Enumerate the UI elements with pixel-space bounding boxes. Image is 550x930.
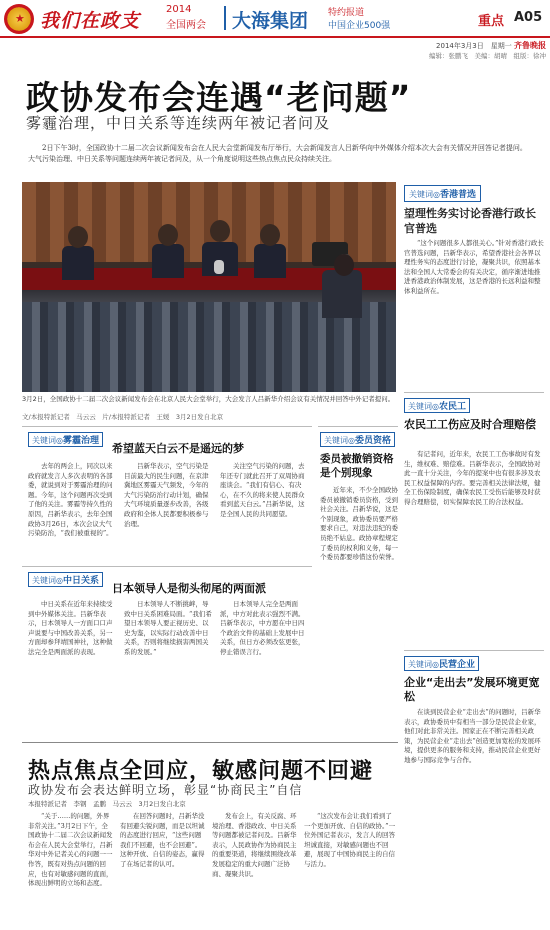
bottom-col4: “这次发布会让我们看到了一个更加开放、自信的政协。”一位外国记者表示，发言人的回答坦诚直接，对敏感问题也不回避，展现了中国协商民主的自信与活力。 xyxy=(304,812,396,868)
issue-date: 2014年3月3日 星期一 xyxy=(436,42,512,50)
group-name: 大海集团 xyxy=(232,10,309,32)
national-emblem-icon: ★ xyxy=(4,4,34,34)
paper-name: 齐鲁晚报 xyxy=(514,41,546,50)
masthead xyxy=(0,0,550,38)
divider xyxy=(224,6,226,30)
main-subhead: 雾霾治理，中日关系等连续两年被记者问及 xyxy=(26,114,331,132)
haze-title: 希望蓝天白云不是遥远的梦 xyxy=(112,442,244,455)
top500-label: 中国企业500强 xyxy=(328,21,391,31)
japan-col3: 日本领导人完全是两面派，中方对此表示强烈不满。吕新华表示，中方愿在中日四个政治文件的基础上发展中日关系，但日方必须改弦更张，停止错误言行。 xyxy=(220,600,305,656)
keyword-tag: 关键词◎香港普选 xyxy=(404,185,481,202)
column-name: 我们在政支 xyxy=(40,10,141,32)
main-headline: 政协发布会连遇“老问题” xyxy=(26,78,412,117)
editor-credits: 编辑：张鹏飞 美编：胡晴 组版：徐冲 xyxy=(429,52,546,60)
haze-col2: 吕新华表示，空气污染是目前最大的民生问题，在京津冀地区雾霾天气频发，今年的大气污染防治行动计划，确保大气环境质量逐步改善，各级政府和全体人民都要积极参与治理。 xyxy=(124,462,209,528)
bottom-col1: “关于……的问题，外界非常关注。”3月2日下午，全国政协十二届二次会议新闻发布会在人民大会堂举行，吕新华对中外记者关心的问题一一作答，既有对热点问题的回应，也有对敏感问题的直面，体现出鲜明的立场和态度。 xyxy=(28,812,113,888)
japan-col1: 中日关系在近年来持续受到中外媒体关注。吕新华表示，日本领导人一方面口口声声说要与中国改善关系，另一方面却参拜靖国神社，这种做法完全是两面派的表现。 xyxy=(28,600,113,656)
bottom-col3: 发布会上，有关反腐、环境治理、香港政改、中日关系等问题都被记者问及。吕新华表示，人民政协作为协商民主的重要渠道，将继续围绕改革发展稳定的重大问题广泛协商、凝聚共识。 xyxy=(212,812,297,878)
farmer-body: 有记者问，近年来，农民工工伤事故时有发生，维权难、赔偿难。吕新华表示，全国政协对此一直十分关注，今年的提案中也有很多涉及农民工权益保障的内容。要完善相关法律法规，健全工伤保险制度，确保农民工受伤后能够及时获得合理赔偿，切实保障农民工的合法权益。 xyxy=(404,450,541,506)
member-body: 近年来，不少全国政协委员被撤销委员资格，受到社会关注。吕新华说，这是个别现象，政协委员要严格要求自己，对违法违纪的委员绝不姑息。政协章程规定了委员的权利和义务，每一个委员都要珍惜这份荣誉。 xyxy=(320,486,398,562)
keyword-tag: 关键词◎民营企业 xyxy=(404,656,479,671)
section-label: 重点 xyxy=(478,14,505,29)
sidebar-hk xyxy=(404,182,544,297)
japan-title: 日本领导人是彻头彻尾的两面派 xyxy=(112,582,266,595)
event-year: 2014 xyxy=(166,4,192,15)
page-number: A05 xyxy=(514,10,543,25)
lead-paragraph: 2日下午3时，全国政协十二届二次会议新闻发布会在人民大会堂新闻发布厅举行，大会新闻发言人吕新华向中外媒体介绍本次大会有关情况并回答记者提问。大气污染治理、中日关系等问题连续两年被记者问及，从一个角度说明这些热点焦点民众持续关注。 xyxy=(28,144,527,163)
hk-title: 望理性务实讨论香港行政长官普选 xyxy=(404,207,536,235)
haze-col1: 去年的两会上，同次以来政府就发言人多次表明的各部委，就说到对于雾霾治理的问题。今年，这个问题再次受到了他的关注。雾霾等持久性的原因，吕新华表示，去年全国政协3月26日，本次会议大气污染防治，“我们被重视的”。 xyxy=(28,462,113,538)
bottom-byline: 本报特派记者 李钢 孟鹏 马云云 3月2日发自北京 xyxy=(28,800,186,808)
press-conference-photo xyxy=(22,182,396,392)
bottom-subhead: 政协发布会表达鲜明立场，彰显“协商民主”自信 xyxy=(28,783,303,797)
hk-body: “这个问题很多人都很关心。”针对香港行政长官普选问题，吕新华表示，希望香港社会各界以理性务实的态度进行讨论，凝聚共识，依照基本法和全国人大常委会的有关决定，循序渐进地推进香港政治体制发展，这是香港的长远利益和整体利益所在。 xyxy=(404,239,544,295)
keyword-tag: 关键词◎中日关系 xyxy=(28,572,103,587)
special-report-label: 特约报道 xyxy=(328,8,365,18)
photo-credit: 文/本报特派记者 马云云 片/本报特派记者 王媛 3月2日发自北京 xyxy=(22,413,224,421)
farmer-title: 农民工工伤应及时合理赔偿 xyxy=(404,418,536,431)
event-name: 全国两会 xyxy=(166,20,206,31)
private-body: 在谈到民营企业“走出去”的问题时，吕新华表示，政协委员中有相当一部分是民营企业家，他们对此非常关注。国家正在不断完善相关政策，为民营企业“走出去”创造更加宽松的发展环境，提供更多的服务和支持，推动民营企业更好地参与国际竞争与合作。 xyxy=(404,708,541,764)
member-title: 委员被撤销资格是个别现象 xyxy=(320,453,394,479)
keyword-tag: 关键词◎雾霾治理 xyxy=(28,432,103,447)
keyword-tag: 关键词◎农民工 xyxy=(404,398,470,413)
private-title: 企业“走出去”发展环境更宽松 xyxy=(404,676,540,703)
photo-caption: 3月2日，全国政协十二届二次会议新闻发布会在北京人民大会堂举行，大会发言人吕新华介绍会议有关情况并回答中外记者提问。 xyxy=(22,395,395,403)
japan-col2: 日本领导人不断挑衅，导致中日关系困难局面。“我们希望日本领导人要正视历史、以史为鉴，以实际行动改善中日关系，否则将继续损害两国关系的发展。” xyxy=(124,600,212,656)
bottom-headline: 热点焦点全回应，敏感问题不回避 xyxy=(28,759,374,784)
keyword-tag: 关键词◎委员资格 xyxy=(320,432,395,447)
haze-col3: 关注空气污染的问题，去年还专门就此召开了双周协商座谈会。“我们有信心、有决心，在不久的将来使人民群众看到蓝天白云。”吕新华说，这是全国人民的共同愿望。 xyxy=(220,462,305,518)
bottom-col2: 在回答问题时，吕新华没有回避尖锐问题，而是以坦诚的态度进行回应，“这些问题我们不回避，也不会回避”。这种开放、自信的姿态，赢得了在场记者的认可。 xyxy=(120,812,205,868)
